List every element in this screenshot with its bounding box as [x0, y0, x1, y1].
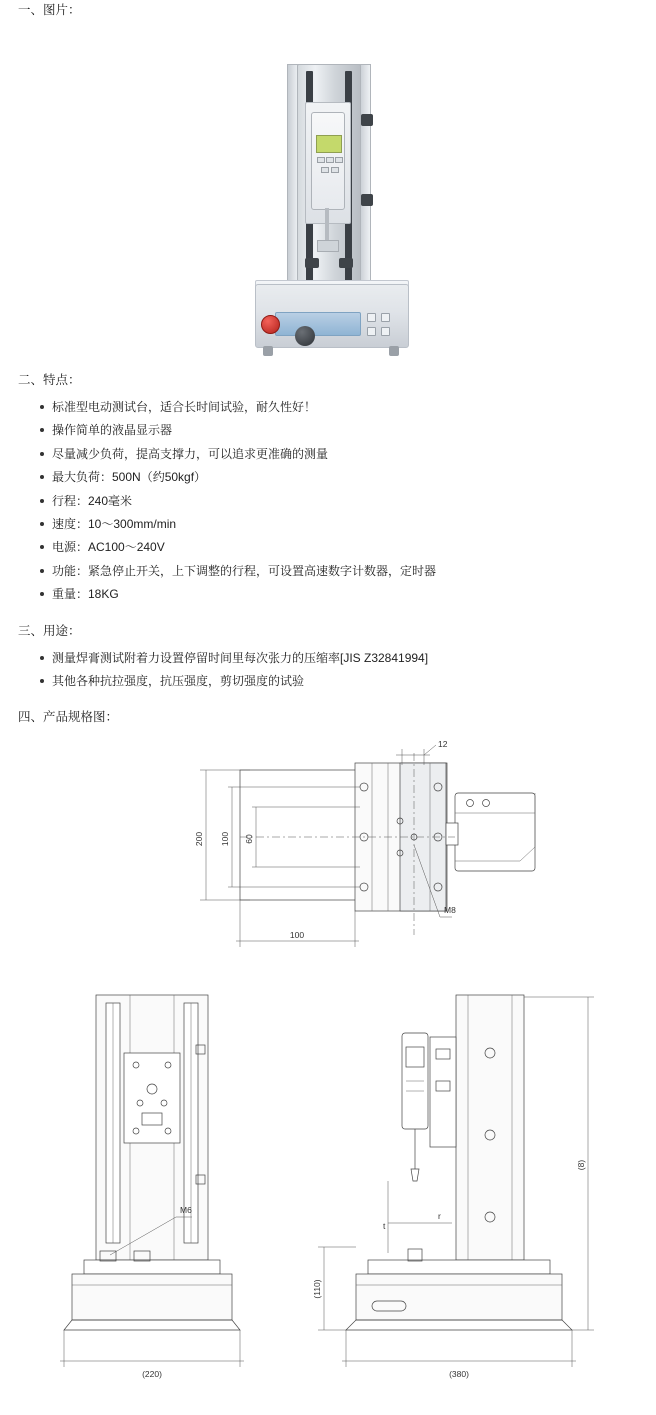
dim-side-height: (8)	[576, 1160, 586, 1171]
dim-top-12: 12	[438, 739, 448, 750]
gauge-button-5	[331, 167, 339, 173]
load-rod	[325, 208, 329, 244]
list-item: 最大负荷：500N（约50kgf）	[52, 466, 656, 489]
list-item: 重量：18KG	[52, 583, 656, 606]
photo-heading: 一、图片：	[18, 3, 81, 17]
drawing-front-view	[60, 995, 244, 1379]
spec-drawings	[0, 735, 656, 1415]
gauge-button-4	[321, 167, 329, 173]
dim-200: 200	[194, 832, 204, 847]
grip	[317, 240, 339, 252]
usage-list	[0, 647, 656, 694]
foot-right	[389, 346, 399, 356]
gauge-button-3	[335, 157, 343, 163]
list-item: 电源：AC100～240V	[52, 536, 656, 559]
specs-heading: 四、产品规格图：	[18, 710, 119, 725]
drawing-elevations	[0, 985, 656, 1415]
list-item: 测量焊膏测试附着力设置停留时间里每次张力的压缩率[JIS Z32841994]	[52, 647, 656, 670]
panel-button-2[interactable]	[381, 313, 390, 322]
machine-illustration	[247, 44, 417, 364]
dim-100-h: 100	[289, 930, 305, 941]
usage-heading: 三、用途：	[18, 623, 81, 638]
thread-label-m6: M6	[180, 1205, 192, 1216]
gauge-button-1	[317, 157, 325, 163]
speed-knob[interactable]	[295, 326, 315, 346]
control-panel	[275, 312, 361, 336]
thread-label-m8: M8	[444, 905, 456, 916]
limit-stop-upper	[361, 114, 373, 126]
list-item: 其他各种抗拉强度，抗压强度，剪切强度的试验	[52, 670, 656, 693]
emergency-stop-button[interactable]	[261, 315, 280, 334]
dim-side-width: (380)	[449, 1369, 469, 1380]
gauge-display	[316, 135, 342, 153]
panel-button-4[interactable]	[381, 327, 390, 336]
gauge-button-2	[326, 157, 334, 163]
force-gauge	[311, 112, 345, 210]
list-item: 行程：240毫米	[52, 490, 656, 513]
dim-60: 60	[244, 834, 254, 845]
table-fixture-left	[305, 258, 319, 268]
features-list	[0, 396, 656, 607]
dim-base-height: (110)	[312, 1279, 322, 1299]
list-item: 操作简单的液晶显示器	[52, 419, 656, 442]
panel-button-3[interactable]	[367, 327, 376, 336]
mark-t: t	[383, 1221, 386, 1232]
product-photo	[0, 26, 656, 356]
table-fixture-right	[339, 258, 353, 268]
list-item: 标准型电动测试台，适合长时间试验，耐久性好！	[52, 396, 656, 419]
list-item: 速度：10～300mm/min	[52, 513, 656, 536]
drawing-top-view	[0, 735, 656, 985]
list-item: 尽量减少负荷，提高支撑力，可以追求更准确的测量	[52, 443, 656, 466]
panel-button-1[interactable]	[367, 313, 376, 322]
mark-r: r	[438, 1211, 441, 1222]
foot-left	[263, 346, 273, 356]
limit-stop-lower	[361, 194, 373, 206]
dim-100-v: 100	[220, 832, 230, 847]
drawing-side-view	[312, 995, 594, 1379]
features-heading: 二、特点：	[18, 373, 81, 387]
dim-front-width: (220)	[142, 1369, 162, 1380]
list-item: 功能：紧急停止开关，上下调整的行程，可设置高速数字计数器，定时器	[52, 560, 656, 583]
